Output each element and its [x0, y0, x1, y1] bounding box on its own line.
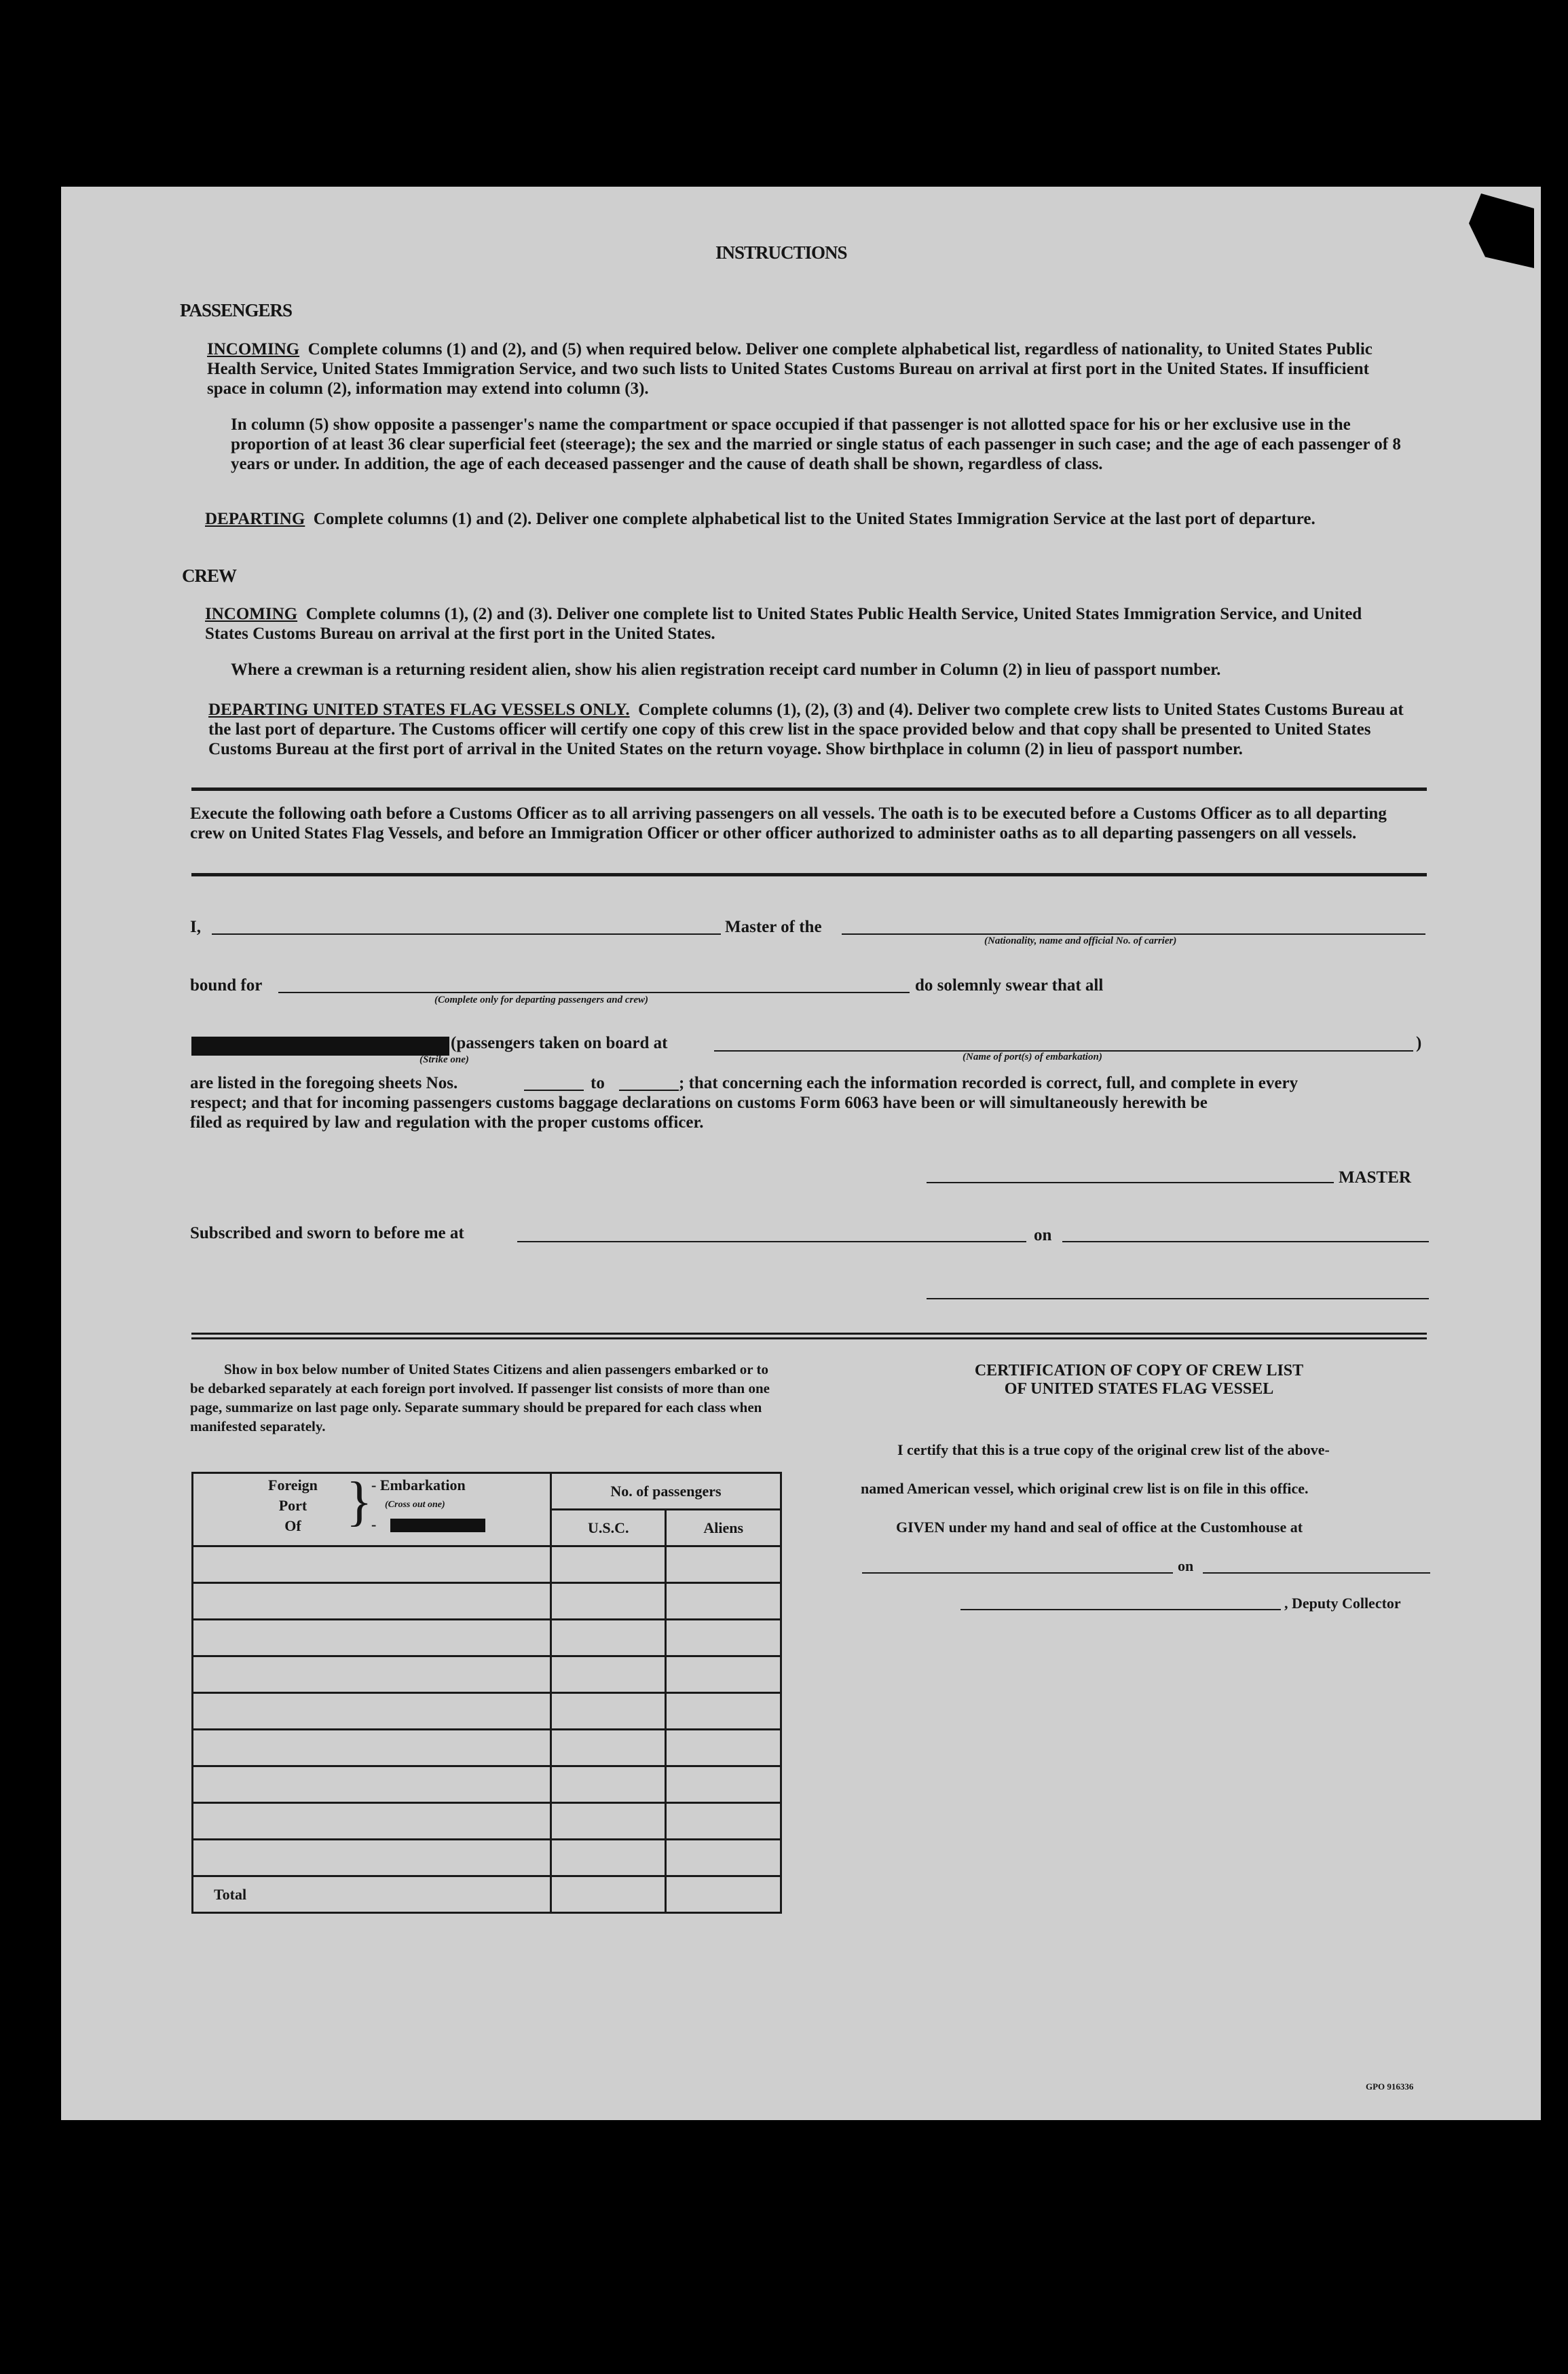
crew-incoming-text: Complete columns (1), (2) and (3). Deliver one complete list to United States Public Health Service, United States Immigration Service, and United States Customs Bureau on arrival at the first port in the United States. [205, 605, 1362, 643]
aliens-cell[interactable] [666, 1840, 781, 1876]
listed-text-b: ; that concerning each the information recorded is correct, full, and complete in every [679, 1074, 1299, 1092]
passengers-incoming-text: Complete columns (1) and (2), and (5) when required below. Deliver one complete alphabetical list, regardless of nationality, to United States Public Health Service, United States Immigration Service, and two such lists to United States Customs Bureau on arrival at first port in the United States. If insufficient space in column (2), information may extend into column (3). [207, 340, 1373, 398]
deputy-signature-field[interactable] [960, 1609, 1281, 1610]
summary-intro [190, 1360, 779, 1436]
sheet-to-field[interactable] [619, 1090, 679, 1091]
crew-departing-paragraph [208, 700, 1405, 759]
solemnly-swear-label: do solemnly swear that all [915, 976, 1104, 995]
redacted-text [191, 1037, 449, 1056]
listed-text-c: respect; and that for incoming passengers customs baggage declarations on customs Form 6063 have been or will simultaneously herewith be [190, 1094, 1208, 1112]
table-row [193, 1730, 781, 1766]
sworn-on-label: on [1034, 1226, 1052, 1244]
master-signature-field[interactable] [927, 1182, 1334, 1183]
passenger-summary-table [191, 1472, 782, 1914]
total-label: Total [193, 1876, 551, 1913]
port-cell[interactable] [193, 1730, 551, 1766]
listed-text-d: filed as required by law and regulation with the proper customs officer. [190, 1113, 704, 1132]
embarkation-label: - Embarkation [371, 1477, 466, 1494]
port-note: (Name of port(s) of embarkation) [963, 1052, 1102, 1062]
table-row [193, 1803, 781, 1840]
usc-header: U.S.C. [550, 1510, 666, 1546]
cross-out-note: (Cross out one) [385, 1500, 445, 1510]
usc-cell[interactable] [550, 1656, 666, 1693]
port-label: Port [278, 1497, 307, 1514]
deputy-collector-label: , Deputy Collector [1284, 1595, 1401, 1612]
crew-incoming-paragraph-2 [231, 660, 1405, 680]
certify-line-3: GIVEN under my hand and seal of office at the Customhouse at [896, 1519, 1303, 1536]
table-header-row [193, 1473, 781, 1510]
table-row [193, 1693, 781, 1730]
master-label: MASTER [1339, 1168, 1411, 1187]
port-cell[interactable] [193, 1803, 551, 1840]
table-row [193, 1546, 781, 1583]
listed-to: to [591, 1074, 605, 1092]
passengers-departing-label: DEPARTING [205, 510, 305, 528]
passengers-heading: PASSENGERS [180, 300, 293, 320]
sworn-place-field[interactable] [517, 1241, 1026, 1242]
no-of-passengers-header: No. of passengers [550, 1473, 781, 1510]
debarkation-dash: - [371, 1516, 377, 1533]
crew-incoming-paragraph [205, 604, 1405, 644]
aliens-cell[interactable] [666, 1693, 781, 1730]
redacted-debarkation [390, 1519, 485, 1532]
usc-cell[interactable] [550, 1546, 666, 1583]
oath-intro [190, 804, 1415, 843]
gpo-code: GPO 916336 [1366, 2081, 1414, 2092]
crew-departing-label: DEPARTING UNITED STATES FLAG VESSELS ONLY. [208, 701, 630, 719]
strike-one-note: (Strike one) [419, 1054, 469, 1065]
divider-rule [191, 1337, 1427, 1339]
port-cell[interactable] [193, 1693, 551, 1730]
complete-only-note: (Complete only for departing passengers and crew) [434, 995, 648, 1005]
aliens-cell[interactable] [666, 1766, 781, 1803]
crew-incoming-text-2: Where a crewman is a returning resident alien, show his alien registration receipt card number in Column (2) in lieu of passport number. [231, 661, 1221, 679]
usc-cell[interactable] [550, 1693, 666, 1730]
certify-line-1: I certify that this is a true copy of the original crew list of the above- [897, 1441, 1330, 1458]
port-cell[interactable] [193, 1546, 551, 1583]
passengers-incoming-paragraph [207, 339, 1405, 398]
subscribed-label: Subscribed and sworn to before me at [190, 1224, 464, 1242]
divider-rule [191, 1333, 1427, 1335]
of-label: Of [284, 1517, 301, 1534]
oath-intro-text: Execute the following oath before a Customs Officer as to all arriving passengers on all vessels. The oath is to be executed before a Customs Officer as to all departing crew on United States Flag Vessels, and before an Immigration Officer or other officer authorized to administer oaths as to all departing passengers on all vessels. [190, 804, 1387, 842]
brace-icon: } [346, 1472, 373, 1532]
usc-cell[interactable] [550, 1766, 666, 1803]
passengers-incoming-label: INCOMING [207, 340, 300, 358]
table-row [193, 1766, 781, 1803]
table-row [193, 1840, 781, 1876]
port-cell[interactable] [193, 1656, 551, 1693]
nationality-note: (Nationality, name and official No. of carrier) [984, 935, 1177, 946]
page-title: INSTRUCTIONS [715, 242, 847, 263]
aliens-cell[interactable] [666, 1803, 781, 1840]
port-cell[interactable] [193, 1766, 551, 1803]
total-aliens-cell[interactable] [666, 1876, 781, 1913]
carrier-field[interactable] [842, 933, 1425, 935]
divider-rule [191, 787, 1427, 791]
summary-intro-text: Show in box below number of United States Citizens and alien passengers embarked or to be debarked separately at each foreign port involved. If passenger list consists of more than one page, summarize on last page only. Separate summary should be prepared for each class when manifested separately. [190, 1361, 770, 1434]
usc-cell[interactable] [550, 1583, 666, 1620]
crew-heading: CREW [182, 565, 237, 586]
bound-for-field[interactable] [278, 992, 910, 993]
certification-heading-2: OF UNITED STATES FLAG VESSEL [1004, 1380, 1274, 1398]
passengers-incoming-paragraph-2 [231, 415, 1405, 474]
table-row [193, 1656, 781, 1693]
crew-departing-text: Complete columns (1), (2), (3) and (4). Deliver two complete crew lists to United States Customs Bureau at the last port of departure. The Customs officer will certify one copy of this crew list in the space provided below and that copy shall be presented to United States Customs Bureau at the first port of arrival in the United States on the return voyage. Show birthplace in column (2) in lieu of passport number. [208, 701, 1404, 758]
certify-on-label: on [1178, 1557, 1194, 1574]
table-row [193, 1620, 781, 1656]
aliens-cell[interactable] [666, 1730, 781, 1766]
aliens-cell[interactable] [666, 1656, 781, 1693]
total-row [193, 1876, 781, 1913]
table-row [193, 1583, 781, 1620]
port-cell[interactable] [193, 1620, 551, 1656]
sheet-from-field[interactable] [524, 1090, 584, 1091]
usc-cell[interactable] [550, 1620, 666, 1656]
customhouse-field[interactable] [862, 1572, 1173, 1574]
crew-incoming-label: INCOMING [205, 605, 298, 623]
certification-heading [861, 1362, 1417, 1398]
foreign-port-header [193, 1473, 551, 1546]
divider-rule [191, 873, 1427, 876]
close-paren: ) [1416, 1034, 1422, 1052]
oath-i-label: I, [190, 918, 201, 936]
port-cell[interactable] [193, 1583, 551, 1620]
aliens-cell[interactable] [666, 1546, 781, 1583]
certify-line-2: named American vessel, which original crew list is on file in this office. [861, 1480, 1309, 1497]
aliens-cell[interactable] [666, 1620, 781, 1656]
foreign-label: Foreign [268, 1477, 318, 1494]
usc-cell[interactable] [550, 1803, 666, 1840]
passengers-departing-text: Complete columns (1) and (2). Deliver one complete alphabetical list to the United States Immigration Service at the last port of departure. [313, 510, 1315, 528]
certify-date-field[interactable] [1203, 1572, 1430, 1574]
usc-cell[interactable] [550, 1840, 666, 1876]
port-cell[interactable] [193, 1840, 551, 1876]
aliens-cell[interactable] [666, 1583, 781, 1620]
passengers-incoming-text-2: In column (5) show opposite a passenger's name the compartment or space occupied if that passenger is not allotted space for his or her exclusive use in the proportion of at least 36 clear superficial feet (steerage); the sex and the married or single status of each passenger in such case; and the age of each passenger of 8 years or under. In addition, the age of each deceased passenger and the cause of death shall be shown, regardless of class. [231, 415, 1401, 473]
master-name-field[interactable] [212, 933, 721, 935]
total-usc-cell[interactable] [550, 1876, 666, 1913]
master-of-label: Master of the [725, 918, 822, 936]
officer-signature-field[interactable] [927, 1298, 1429, 1299]
passengers-taken-label: (passengers taken on board at [451, 1034, 668, 1052]
listed-text-a: are listed in the foregoing sheets Nos. [190, 1074, 458, 1092]
certification-heading-1: CERTIFICATION OF COPY OF CREW LIST [974, 1362, 1304, 1379]
sworn-date-field[interactable] [1062, 1241, 1429, 1242]
aliens-header: Aliens [666, 1510, 781, 1546]
passengers-departing-paragraph [205, 509, 1405, 529]
bound-for-label: bound for [190, 976, 263, 995]
usc-cell[interactable] [550, 1730, 666, 1766]
